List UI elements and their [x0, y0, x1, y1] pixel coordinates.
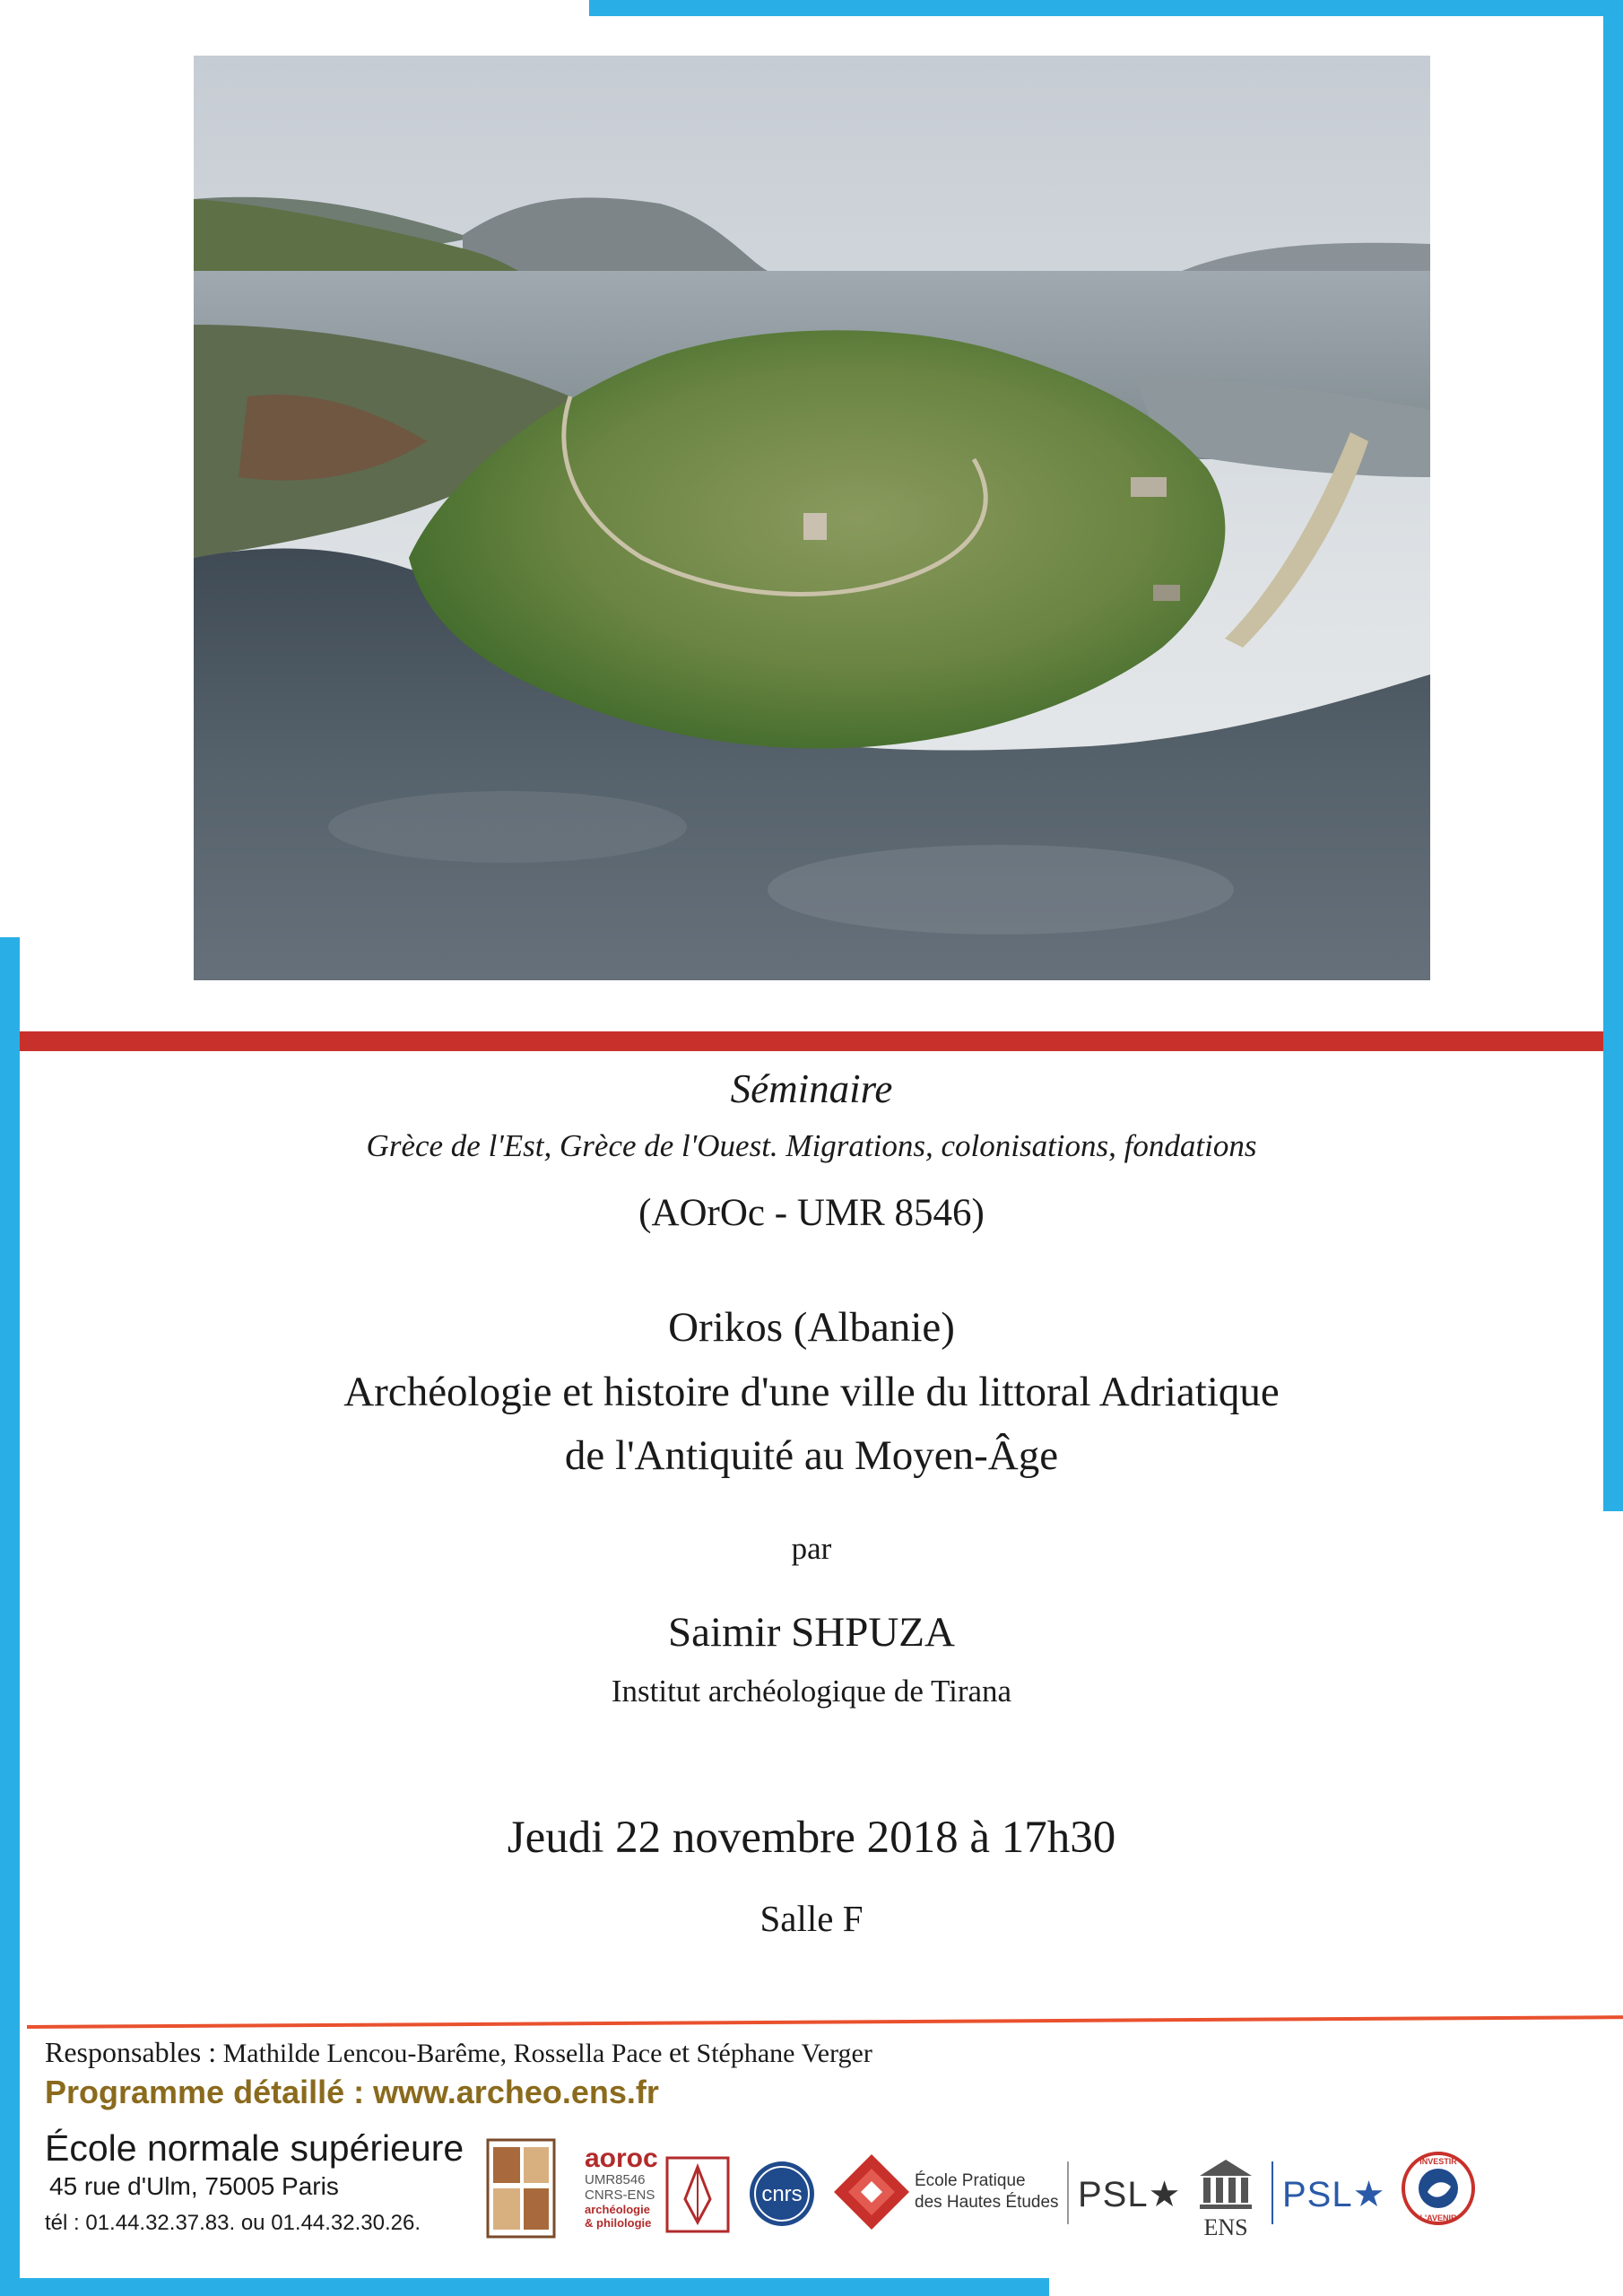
event-kind: Séminaire — [730, 1066, 893, 1111]
talk-title-line1: Orikos (Albanie) — [668, 1304, 955, 1351]
psl-blue-logo-text: PSL — [1282, 2175, 1353, 2214]
event-date: Jeudi 22 novembre 2018 à 17h30 — [507, 1813, 1116, 1863]
speaker-name: Saimir SHPUZA — [668, 1609, 955, 1656]
ephe-line1: École Pratique — [915, 2171, 1026, 2190]
aerial-photo-orikos — [194, 56, 1430, 980]
organizers-and: et — [668, 2036, 690, 2068]
bottom-blue-bar — [0, 2278, 1049, 2296]
ens-logo — [1196, 2156, 1255, 2246]
speaker-affiliation: Institut archéologique de Tirana — [611, 1674, 1012, 1709]
right-blue-bar — [1603, 0, 1623, 1511]
aoroc-logo — [585, 2145, 662, 2244]
program-link[interactable]: Programme détaillé : www.archeo.ens.fr — [45, 2074, 659, 2110]
ens-logo-text: ENS — [1203, 2214, 1248, 2240]
logo-separator-2 — [1271, 2161, 1273, 2224]
psl-blue-logo — [1282, 2174, 1385, 2215]
ephe-logo-text — [915, 2170, 1059, 2213]
psl-blue-star-icon: ★ — [1352, 2175, 1386, 2214]
psl-star-icon: ★ — [1148, 2175, 1182, 2214]
ephe-emblem-icon — [832, 2152, 911, 2231]
aoroc-logo-line1: UMR8546 — [585, 2172, 646, 2187]
organizers-label: Responsables : — [45, 2036, 217, 2068]
cnrs-logo — [748, 2160, 816, 2228]
footer-divider — [27, 2015, 1623, 2029]
top-blue-bar — [589, 0, 1623, 16]
by-label: par — [791, 1531, 832, 1566]
event-room: Salle F — [759, 1898, 864, 1939]
talk-title-line2: Archéologie et histoire d'une ville du littoral Adriatique — [343, 1369, 1280, 1415]
logo-separator — [1067, 2161, 1069, 2224]
left-blue-bar — [0, 937, 20, 2296]
organizers-names: Mathilde Lencou-Barême, Rossella Pace — [222, 2039, 663, 2068]
institution-phone: tél : 01.44.32.37.83. ou 01.44.32.30.26. — [45, 2211, 421, 2235]
psl-logo-text: PSL — [1078, 2175, 1149, 2214]
investir-avenir-logo — [1401, 2151, 1476, 2226]
institution-name: École normale supérieure — [45, 2127, 464, 2169]
research-unit: (AOrOc - UMR 8546) — [638, 1192, 985, 1234]
organizers-name-last: Stéphane Verger — [696, 2039, 872, 2068]
seminar-series: Grèce de l'Est, Grèce de l'Ouest. Migrations, colonisations, fondations — [366, 1128, 1257, 1163]
aoroc-logo-line4: & philologie — [585, 2216, 652, 2230]
red-divider — [20, 1031, 1603, 1051]
aoroc-logo-line2: CNRS-ENS — [585, 2187, 655, 2203]
cnrs-logo-text: cnrs — [761, 2182, 803, 2206]
aoroc-pen-icon — [665, 2156, 730, 2233]
talk-title-line3: de l'Antiquité au Moyen-Âge — [564, 1432, 1059, 1479]
institution-address: 45 rue d'Ulm, 75005 Paris — [49, 2172, 339, 2200]
aoroc-logo-name: aoroc — [585, 2144, 658, 2173]
transfert-logo — [486, 2138, 556, 2239]
organizers-line — [45, 2036, 872, 2069]
psl-logo — [1078, 2174, 1181, 2215]
aoroc-logo-line3: archéologie — [585, 2203, 650, 2216]
investir-line1: INVESTIR — [1419, 2157, 1457, 2166]
investir-line2: L'AVENIR — [1419, 2213, 1457, 2222]
ephe-line2: des Hautes Études — [915, 2193, 1059, 2212]
